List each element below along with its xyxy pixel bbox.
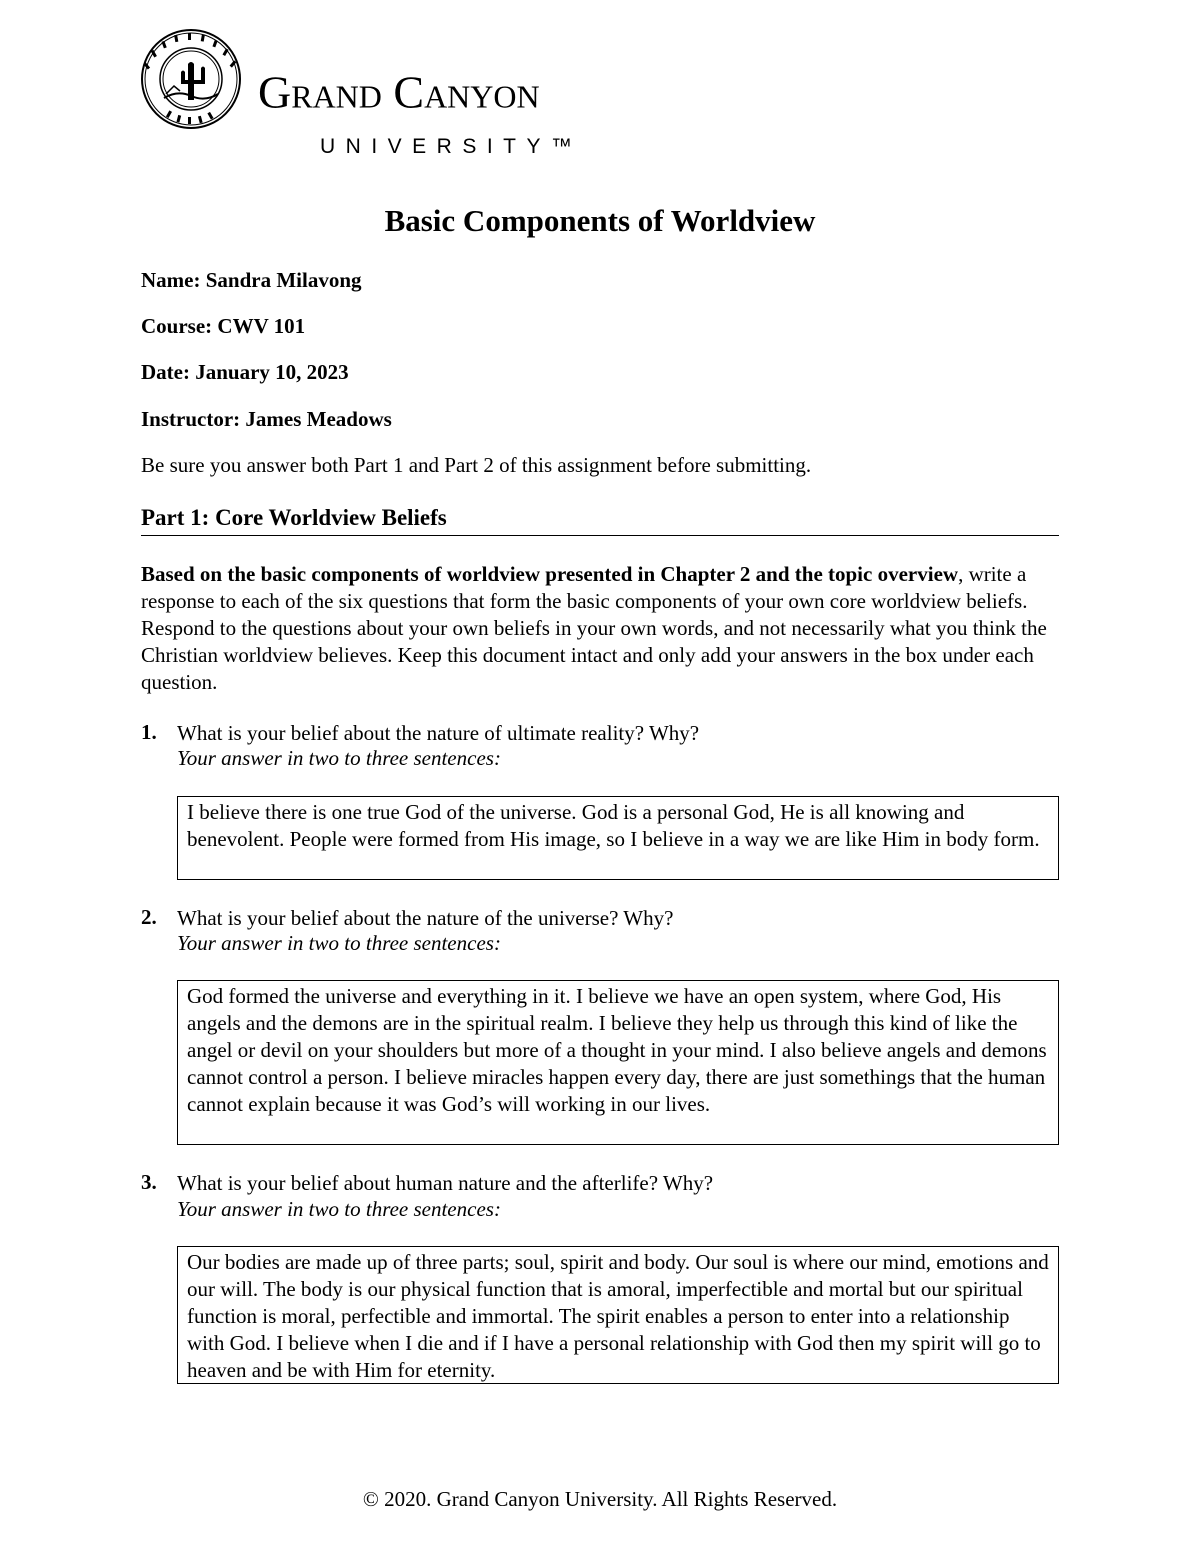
- logo-wordmark-sub: UNIVERSITY™: [320, 135, 583, 158]
- question-3-number: 3.: [141, 1170, 157, 1194]
- question-2-answer-box[interactable]: God formed the universe and everything in it. I believe we have an open system, where God, His angels and the demons are in the spiritual realm. I believe they help us through this kind of like the angel or devil on your shoulders but more of a thought in your mind. I also believe angels and demons cannot control a person. I believe miracles happen every day, there are just somethings that the human cannot explain because it was God’s will working in our lives.: [177, 980, 1059, 1145]
- intro-text: , write a response to each of the six questions that form the basic components of your own core worldview beliefs. Respond to the questions about your own beliefs in your own words, and not necessarily what you think the Christian worldview believes. Keep this document intact and only add your answers in the box under each question.: [141, 562, 1047, 694]
- university-seal-icon: [140, 28, 242, 130]
- part-1-heading: Part 1: Core Worldview Beliefs: [141, 504, 1059, 536]
- question-1-number: 1.: [141, 720, 157, 744]
- student-name: Name: Sandra Milavong: [141, 268, 362, 292]
- question-2-text: What is your belief about the nature of the universe? Why?: [177, 906, 674, 930]
- question-1-text: What is your belief about the nature of ultimate reality? Why?: [177, 721, 700, 745]
- assignment-instruction: Be sure you answer both Part 1 and Part 2 of this assignment before submitting.: [141, 453, 812, 477]
- submission-date: Date: January 10, 2023: [141, 360, 349, 384]
- document-title: Basic Components of Worldview: [384, 203, 816, 238]
- logo-wordmark: Grand Canyon: [258, 66, 540, 118]
- question-3-text: What is your belief about human nature and the afterlife? Why?: [177, 1171, 714, 1195]
- intro-bold-text: Based on the basic components of worldview presented in Chapter 2 and the topic overview: [141, 562, 959, 586]
- copyright-footer: © 2020. Grand Canyon University. All Rights Reserved.: [362, 1487, 838, 1511]
- question-1-subprompt: Your answer in two to three sentences:: [177, 746, 501, 770]
- question-3-answer-box[interactable]: Our bodies are made up of three parts; soul, spirit and body. Our soul is where our mind, emotions and our will. The body is our physical function that is amoral, imperfectible and mortal but our spiritual function is moral, perfectible and immortal. The spirit enables a person to enter into a relationship with God. I believe when I die and if I have a personal relationship with God then my spirit will go to heaven and be with Him for eternity.: [177, 1246, 1059, 1384]
- part-1-intro: [141, 561, 1061, 696]
- question-2-subprompt: Your answer in two to three sentences:: [177, 931, 501, 955]
- course-name: Course: CWV 101: [141, 314, 306, 338]
- question-1-answer-box[interactable]: I believe there is one true God of the universe. God is a personal God, He is all knowing and benevolent. People were formed from His image, so I believe in a way we are like Him in body form.: [177, 796, 1059, 880]
- question-2-number: 2.: [141, 905, 157, 929]
- instructor-name: Instructor: James Meadows: [141, 407, 392, 431]
- university-logo: [140, 28, 620, 158]
- question-3-subprompt: Your answer in two to three sentences:: [177, 1197, 501, 1221]
